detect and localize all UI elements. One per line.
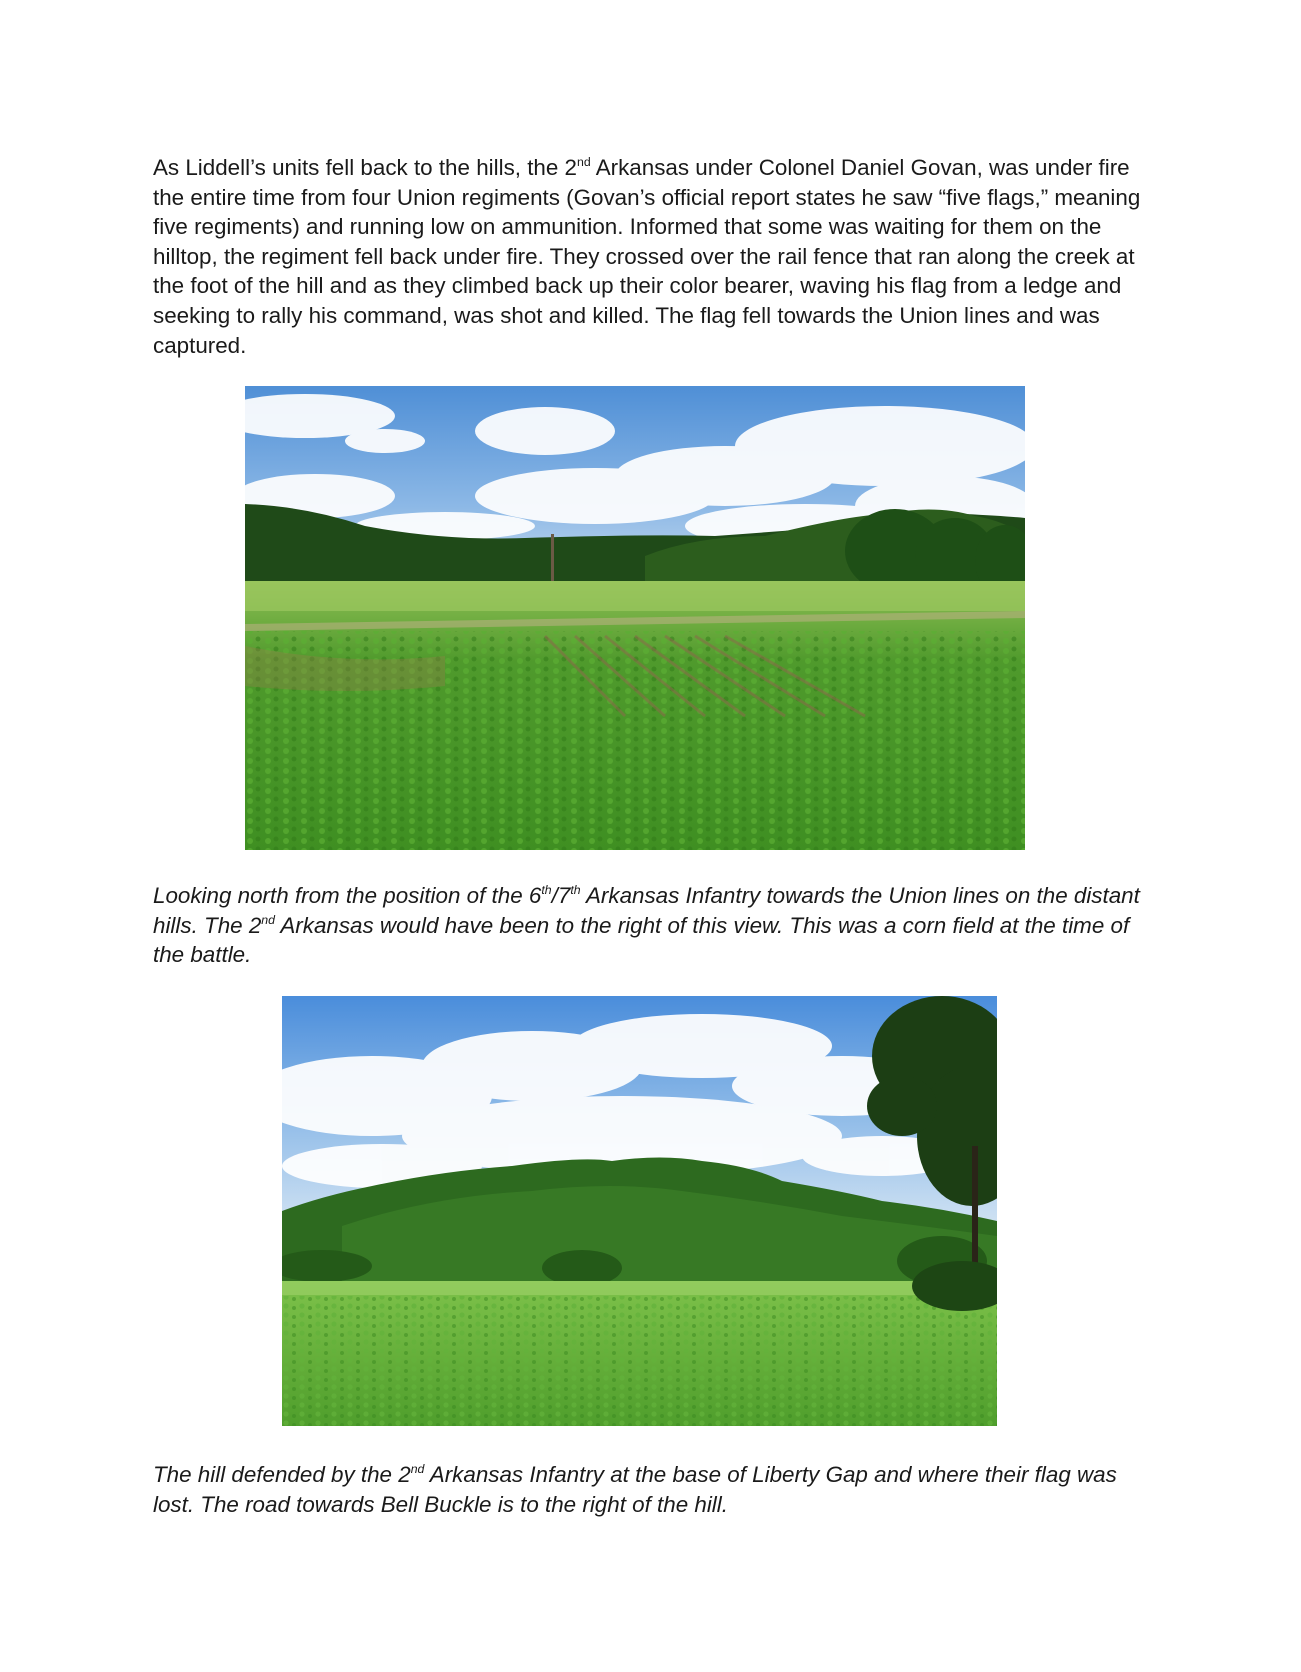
paragraph-text-1: As Liddell’s units fell back to the hills, the 2 <box>153 155 578 180</box>
caption-1-text-1: Looking north from the position of the 6 <box>153 883 542 908</box>
ordinal-superscript: nd <box>261 912 275 927</box>
ordinal-superscript: nd <box>410 1461 425 1476</box>
photo-hill <box>282 996 997 1426</box>
ordinal-superscript: th <box>570 882 581 897</box>
photo-field-looking-north <box>245 386 1025 850</box>
ordinal-superscript: nd <box>577 154 591 169</box>
ordinal-superscript: th <box>541 882 552 897</box>
photo-1-caption <box>153 881 1148 970</box>
caption-2-text-1: The hill defended by the 2 <box>153 1462 411 1487</box>
body-paragraph <box>153 153 1148 360</box>
caption-1-text-4: Arkansas would have been to the right of this view. This was a corn field at the time of the battle. <box>153 912 1130 968</box>
caption-1-text-3: Arkansas Infantry towards the Union lines on the distant hills. The 2 <box>153 883 1140 938</box>
photo-2-caption <box>153 1460 1148 1519</box>
caption-1-text-2: /7 <box>551 883 571 908</box>
caption-2-text-2: Arkansas Infantry at the base of Liberty Gap and where their flag was lost. The road towards Bell Buckle is to the right of the hill. <box>153 1462 1117 1517</box>
paragraph-text-2: Arkansas under Colonel Daniel Govan, was under fire the entire time from four Union regiments (Govan’s official report states he saw “five flags,” meaning five regiments) and running low on ammunition. Informed that some was waiting for them on the hilltop, the regiment fell back under fire. They crossed over the rail fence that ran along the creek at the foot of the hill and as they climbed back up their color bearer, waving his flag from a ledge and seeking to rally his command, was shot and killed. The flag fell towards the Union lines and was captured. <box>153 155 1141 358</box>
